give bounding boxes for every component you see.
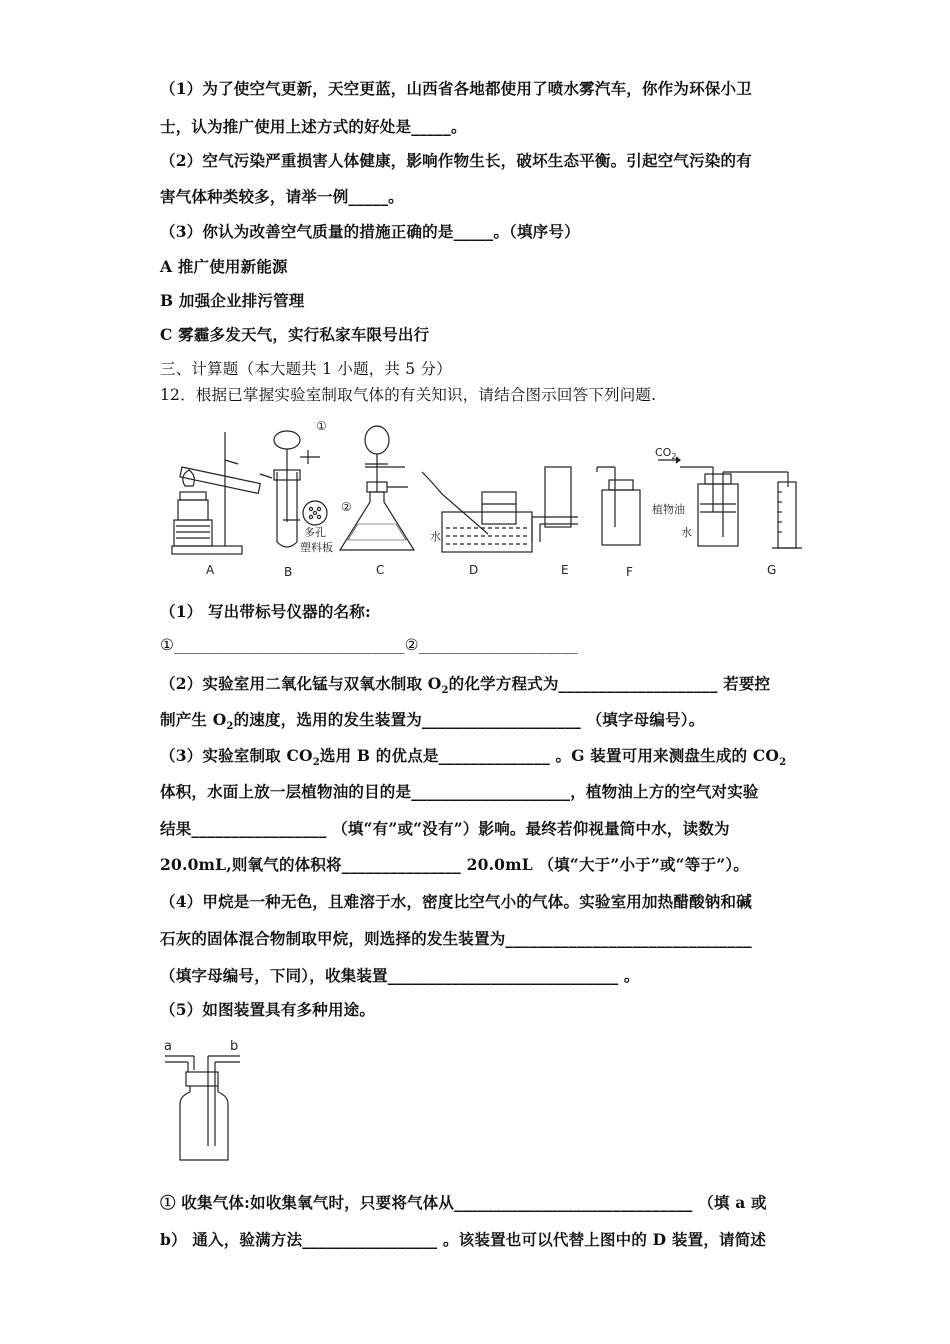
section-title: 三、计算题（本大题共 1 小题，共 5 分） bbox=[160, 360, 452, 378]
apparatus-figure bbox=[160, 412, 820, 587]
label-g: G bbox=[767, 563, 777, 577]
q2-line-cont: 害气体种类较多，请举一例_____。 bbox=[160, 187, 404, 206]
q12-part5-item1-cont: b） 通入，验满方法_________________ 。该装置也可以代替上图中的 D 装置，请简述 bbox=[160, 1230, 767, 1249]
q12-part4: （4）甲烷是一种无色，且难溶于水，密度比空气小的气体。实验室用加热醋酸钠和碱 bbox=[160, 892, 752, 911]
q12-part3-cont3: 20.0mL,则氧气的体积将_______________ 20.0mL （填“大于”小于”或“等于”）。 bbox=[160, 855, 749, 874]
q1-line: （1）为了使空气更新，天空更蓝，山西省各地都使用了喷水雾汽车，你作为环保小卫 bbox=[160, 79, 752, 98]
q3-line: （3）你认为改善空气质量的措施正确的是_____。（填序号） bbox=[160, 222, 580, 241]
q12-part5: （5）如图装置具有多种用途。 bbox=[160, 1000, 376, 1019]
q12-part2: （2）实验室用二氧化锰与双氧水制取 $O_2$的化学方程式为____________________ 若要控 bbox=[160, 674, 771, 697]
q12-part1: （1） 写出带标号仪器的名称: bbox=[160, 602, 371, 621]
port-a-label: a bbox=[164, 1039, 172, 1054]
label-e: E bbox=[561, 563, 569, 577]
q12-part3-cont1: 体积，水面上放一层植物油的目的是____________________，植物油上方的空气对实验 bbox=[160, 782, 759, 801]
q1-line-cont: 士，认为推广使用上述方式的好处是_____。 bbox=[160, 117, 467, 136]
g-water-label: 水 bbox=[681, 526, 692, 539]
marker-1: ① bbox=[316, 419, 327, 433]
q12-part4-cont2: （填字母编号，下同），收集装置_____________________________ 。 bbox=[160, 966, 640, 985]
label-c: C bbox=[376, 563, 385, 577]
label-b: B bbox=[284, 565, 293, 579]
option-a: A 推广使用新能源 bbox=[160, 257, 288, 276]
label-d: D bbox=[469, 563, 479, 577]
q12-part2-cont: 制产生 $O_2$的速度，选用的发生装置为____________________ （填字母编号）。 bbox=[160, 710, 705, 733]
g-oil-label: 植物油 bbox=[652, 503, 685, 516]
q12-part4-cont1: 石灰的固体混合物制取甲烷，则选择的发生装置为_______________________________ bbox=[160, 929, 752, 948]
port-b-label: b bbox=[230, 1039, 239, 1054]
d-water-label: 水 bbox=[430, 530, 441, 543]
q12-part1-blanks: ①_____________________________②____________________ bbox=[160, 636, 578, 654]
q12-part3-cont2: 结果_________________ （填“有”或“没有”）影响。最终若仰视量筒中水，读数为 bbox=[160, 819, 730, 838]
g-co2-label: $CO_2$ bbox=[655, 446, 677, 461]
q2-line: （2）空气污染严重损害人体健康，影响作物生长，破坏生态平衡。引起空气污染的有 bbox=[160, 151, 752, 170]
q12-part5-item1: ① 收集气体:如收集氧气时，只要将气体从______________________________ （填 a 或 bbox=[160, 1193, 767, 1212]
multi-use-bottle bbox=[160, 1036, 250, 1168]
label-f: F bbox=[626, 565, 633, 579]
b-plate-label-2: 塑料板 bbox=[300, 541, 333, 554]
label-a: A bbox=[206, 563, 215, 577]
marker-2: ② bbox=[341, 500, 352, 514]
option-b: B 加强企业排污管理 bbox=[160, 291, 305, 310]
option-c: C 雾霾多发天气，实行私家车限号出行 bbox=[160, 325, 430, 344]
b-plate-label-1: 多孔 bbox=[304, 526, 326, 539]
q12-part3: （3）实验室制取 $CO_2$选用 B 的优点是______________ 。G 装置可用来测盘生成的 $CO_2$ bbox=[160, 746, 787, 769]
q12-stem: 12．根据已掌握实验室制取气体的有关知识，请结合图示回答下列问题. bbox=[160, 386, 657, 404]
